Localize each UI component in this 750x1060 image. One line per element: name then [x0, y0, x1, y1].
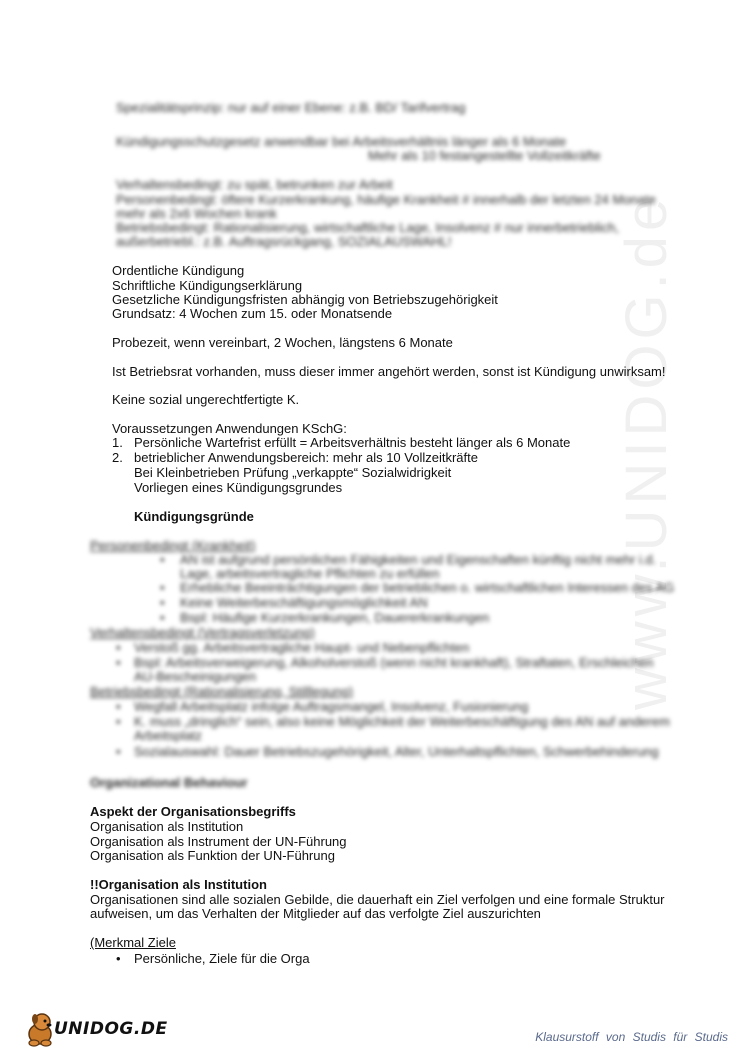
blurred-line: Personenbedingt: öftere Kurzerkrankung, häufige Krankheit # innerhalb der letzten 24 Monate	[116, 192, 656, 207]
blurred-line: Organizational Behaviour	[90, 775, 248, 790]
blurred-line: Bspl: Häufige Kurzerkrankungen, Dauererkrankungen	[180, 610, 490, 625]
text-line: Grundsatz: 4 Wochen zum 15. oder Monatsende	[112, 306, 393, 321]
text-line: Organisation als Institution	[90, 819, 244, 834]
section-heading: Aspekt der Organisationsbegriffs	[90, 804, 296, 819]
blurred-line: Mehr als 10 festangestellte Vollzeitkräfte	[368, 148, 601, 163]
bullet-glyph: •	[160, 552, 165, 567]
blurred-line: Personenbedingt (Krankheit)	[90, 538, 256, 553]
list-number: 2.	[112, 450, 123, 465]
blurred-line: Lage, arbeitsvertragliche Pflichten zu erfüllen	[180, 566, 440, 581]
bullet-glyph: •	[116, 699, 121, 714]
blurred-line: AU-Bescheinigungen	[134, 669, 257, 684]
list-number: 1.	[112, 435, 123, 450]
text-line: aufweisen, um das Verhalten der Mitglieder auf das verfolgte Ziel auszurichten	[90, 906, 541, 921]
bullet-glyph: •	[116, 640, 121, 655]
blurred-line: Spezialitätsprinzip: nur auf einer Ebene: z.B. BD/ Tarifvertrag	[116, 100, 466, 115]
text-line: Voraussetzungen Anwendungen KSchG:	[112, 421, 347, 436]
section-heading: Kündigungsgründe	[134, 509, 254, 524]
bullet-glyph: •	[160, 610, 165, 625]
blurred-line: AN ist aufgrund persönlichen Fähigkeiten und Eigenschaften künftig nicht mehr i.d.	[180, 552, 657, 567]
blurred-line: Verhaltensbedingt (Vertragsverletzung)	[90, 625, 315, 640]
blurred-line: Verhaltensbedingt: zu spät, betrunken zur Arbeit	[116, 177, 393, 192]
bullet-glyph: •	[116, 655, 121, 670]
text-line: Vorliegen eines Kündigungsgrundes	[134, 480, 343, 495]
footer-tagline: Klausurstoff von Studis für Studis	[535, 1030, 728, 1044]
blurred-line: mehr als 2x6 Wochen krank	[116, 206, 277, 221]
text-line: Organisation als Funktion der UN-Führung	[90, 848, 335, 863]
text-line: Probezeit, wenn vereinbart, 2 Wochen, längstens 6 Monate	[112, 335, 453, 350]
text-line: Bei Kleinbetrieben Prüfung „verkappte“ Sozialwidrigkeit	[134, 465, 452, 480]
section-heading: !!Organisation als Institution	[90, 877, 267, 892]
bullet-glyph: •	[160, 595, 165, 610]
list-item: Persönliche Wartefrist erfüllt = Arbeitsverhältnis besteht länger als 6 Monate	[134, 435, 571, 450]
text-line: Keine sozial ungerechtfertigte K.	[112, 392, 300, 407]
blurred-line: Sozialauswahl: Dauer Betriebszugehörigkeit, Alter, Unterhaltspflichten, Schwerbehinderung	[134, 744, 659, 759]
text-line: Ist Betriebsrat vorhanden, muss dieser immer angehört werden, sonst ist Kündigung unwirksam!	[112, 364, 666, 379]
text-line: Organisationen sind alle sozialen Gebilde, die dauerhaft ein Ziel verfolgen und eine formale Struktur	[90, 892, 665, 907]
text-line: (Merkmal Ziele	[90, 935, 176, 950]
document-page: www.UNIDOG.de Spezialitätsprinzip: nur auf einer Ebene: z.B. BD/ Tarifvertrag Kündigungsschutzgesetz anwendbar bei Arbeitsverhältnis länger als 6 Monate Mehr als 10 festangestellte Vollzeitkräfte Verhaltensbedingt: zu spät, betrunken zur Arbeit Personenbedingt: öftere Kurzerkrankung, häufige Krankheit # innerhalb der letzten 24 Monate mehr als 2x6 Wochen krank Betriebsbedingt: Rationalisierung, wirtschaftliche Lage, Insolvenz # nur innerbetrieblich, außerbetriebl.: z.B. Auftragsrückgang, SOZIALAUSWAHL! Ordentliche Kündigung Schriftliche Kündigungserklärung Gesetzliche Kündigungsfristen abhängig von Betriebszugehörigkeit Grundsatz: 4 Wochen zum 15. oder Monatsende Probezeit, wenn vereinbart, 2 Wochen, längstens 6 Monate Ist Betriebsrat vorhanden, muss dieser immer angehört werden, sonst ist Kündigung unwirksam! Keine sozial ungerechtfertigte K. Voraussetzungen Anwendungen KSchG: 1. Persönliche Wartefrist erfüllt = Arbeitsverhältnis besteht länger als 6 Monate 2. betrieblicher Anwendungsbereich: mehr als 10 Vollzeitkräfte Bei Kleinbetrieben Prüfung „verkappte“ Sozialwidrigkeit Vorliegen eines Kündigungsgrundes Kündigungsgründe Personenbedingt (Krankheit) • AN ist aufgrund persönlichen Fähigkeiten und Eigenschaften künftig nicht mehr i.d. Lage, arbeitsvertragliche Pflichten zu erfüllen • Erhebliche Beeinträchtigungen der betrieblichen o. wirtschaftlichen Interessen des AG • Keine Weiterbeschäftigungsmöglichkeit AN • Bspl: Häufige Kurzerkrankungen, Dauererkrankungen Verhaltensbedingt (Vertragsverletzung) • Verstoß gg. Arbeitsvertragliche Haupt- und Nebenpflichten • Bspl: Arbeitsverweigerung, Alkoholverstoß (wenn nicht krankhaft), Straftaten, Erschleichen AU-Bescheinigungen Betriebsbedingt (Rationalisierung, Stilllegung) • Wegfall Arbeitsplatz infolge Auftragsmangel, Insolvenz, Fusionierung • K. muss „dringlich“ sein, also keine Möglichkeit der Weiterbeschäftigung des AN auf anderem Arbeitsplatz • Sozialauswahl: Dauer Betriebszugehörigkeit, Alter, Unterhaltspflichten, Schwerbehinderung Organizational Behaviour Aspekt der Organisationsbegriffs Organisation als Institution Organisation als Instrument der UN-Führung Organisation als Funktion der UN-Führung !!Organisation als Institution Organisationen sind alle sozialen Gebilde, die dauerhaft ein Ziel verfolgen und eine formale Struktur aufweisen, um das Verhalten der Mitglieder auf das verfolgte Ziel auszurichten (Merkmal Ziele • Persönliche, Ziele für die Orga UNIDOG.DE Klausurstoff von Studis für Studis	[0, 0, 750, 1060]
bullet-glyph: •	[116, 951, 121, 966]
blurred-line: Kündigungsschutzgesetz anwendbar bei Arbeitsverhältnis länger als 6 Monate	[116, 134, 567, 149]
blurred-line: Erhebliche Beeinträchtigungen der betrieblichen o. wirtschaftlichen Interessen des AG	[180, 580, 675, 595]
text-line: Organisation als Instrument der UN-Führung	[90, 834, 347, 849]
text-line: Gesetzliche Kündigungsfristen abhängig von Betriebszugehörigkeit	[112, 292, 498, 307]
blurred-line: Arbeitsplatz	[134, 728, 202, 743]
bullet-glyph: •	[160, 580, 165, 595]
blurred-line: Betriebsbedingt (Rationalisierung, Stilllegung)	[90, 684, 354, 699]
list-item: betrieblicher Anwendungsbereich: mehr als 10 Vollzeitkräfte	[134, 450, 478, 465]
blurred-line: Bspl: Arbeitsverweigerung, Alkoholverstoß (wenn nicht krankhaft), Straftaten, Erschleichen	[134, 655, 654, 670]
logo-text: UNIDOG.DE	[54, 1019, 168, 1039]
text-line: Ordentliche Kündigung	[112, 263, 245, 278]
blurred-line: Betriebsbedingt: Rationalisierung, wirtschaftliche Lage, Insolvenz # nur innerbetrieblich,	[116, 220, 619, 235]
blurred-line: K. muss „dringlich“ sein, also keine Möglichkeit der Weiterbeschäftigung des AN auf anderem	[134, 714, 670, 729]
blurred-line: Verstoß gg. Arbeitsvertragliche Haupt- und Nebenpflichten	[134, 640, 470, 655]
text-line: Schriftliche Kündigungserklärung	[112, 278, 303, 293]
bullet-glyph: •	[116, 744, 121, 759]
blurred-line: Wegfall Arbeitsplatz infolge Auftragsmangel, Insolvenz, Fusionierung	[134, 699, 529, 714]
blurred-line: Keine Weiterbeschäftigungsmöglichkeit AN	[180, 595, 428, 610]
blurred-line: außerbetriebl.: z.B. Auftragsrückgang, SOZIALAUSWAHL!	[116, 234, 452, 249]
list-item: Persönliche, Ziele für die Orga	[134, 951, 310, 966]
bullet-glyph: •	[116, 714, 121, 729]
